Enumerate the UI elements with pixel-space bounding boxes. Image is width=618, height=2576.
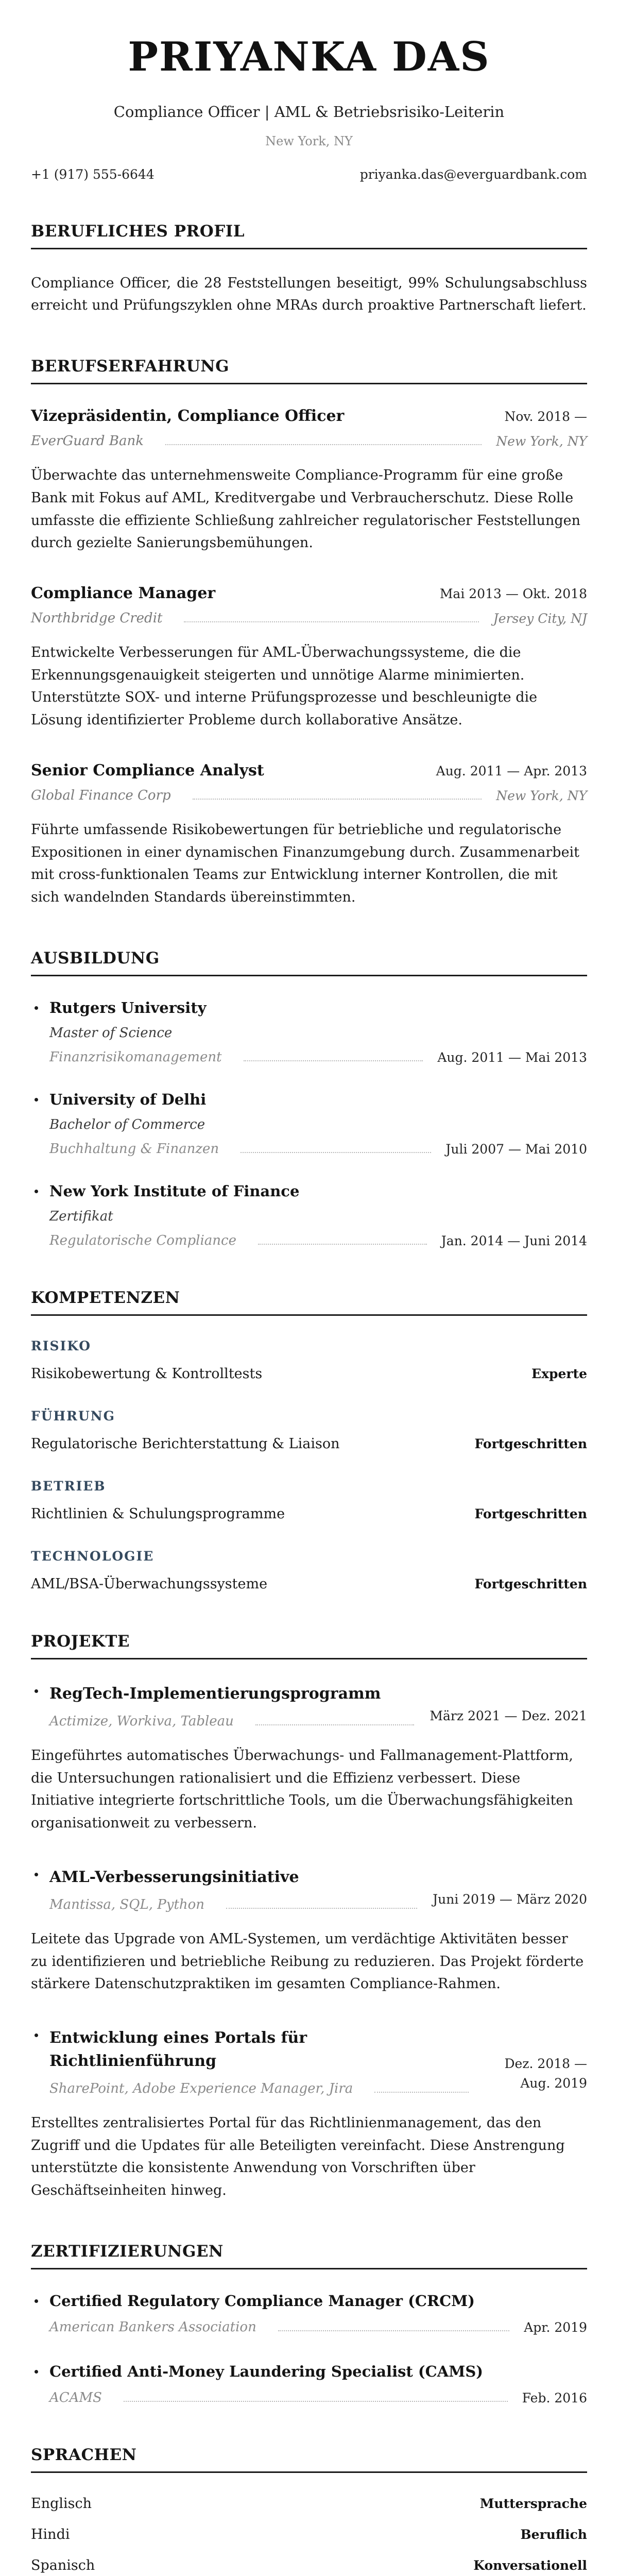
dotted-leader (255, 1724, 414, 1725)
education-school: University of Delhi (49, 1090, 207, 1108)
section-heading-languages: SPRACHEN (31, 2446, 587, 2473)
dotted-leader (244, 1060, 423, 1061)
dotted-leader (374, 2092, 469, 2093)
project-stack-row (49, 2081, 469, 2096)
email-address: priyanka.das@everguardbank.com (359, 166, 587, 182)
person-location: New York, NY (265, 133, 353, 148)
project-stack: Mantissa, SQL, Python (49, 1896, 205, 1912)
skill-category: RISIKO (31, 1338, 92, 1353)
dotted-leader (278, 2330, 509, 2331)
education-field-row (49, 1049, 587, 1065)
project-dates: Juni 2019 — März 2020 (433, 1892, 587, 1907)
job-dates: Mai 2013 — Okt. 2018 (439, 586, 587, 601)
job-location: Jersey City, NJ (493, 611, 587, 626)
education-field: Buchhaltung & Finanzen (49, 1141, 219, 1157)
certification-title: Certified Regulatory Compliance Manager (CRCM) (49, 2292, 475, 2310)
job-title: Vizepräsidentin, Compliance Officer (31, 407, 345, 426)
certification-entry (31, 2363, 587, 2405)
certification-organization: American Bankers Association (49, 2319, 256, 2335)
job-company: Northbridge Credit (31, 611, 163, 626)
skill-group (31, 1479, 587, 1522)
dotted-leader (165, 444, 482, 445)
language-row (31, 2557, 587, 2573)
job-dates: Nov. 2018 — (504, 409, 587, 425)
skill-level: Fortgeschritten (474, 1436, 587, 1451)
person-name: PRIYANKA DAS (128, 33, 490, 80)
skill-row (31, 1506, 587, 1522)
project-title: Entwicklung eines Portals für Richtlinienführung (49, 2029, 307, 2071)
section-education (31, 949, 587, 1248)
job-title: Compliance Manager (31, 584, 216, 602)
job-company-row (31, 611, 587, 626)
education-degree: Zertifikat (49, 1208, 113, 1224)
certification-date: Feb. 2016 (522, 2390, 587, 2405)
certification-org-row (49, 2390, 587, 2405)
language-level: Muttersprache (479, 2496, 587, 2511)
language-row (31, 2527, 587, 2543)
phone-number: +1 (917) 555-6644 (31, 166, 154, 182)
job-company: EverGuard Bank (31, 433, 144, 449)
language-row (31, 2496, 587, 2512)
contact-row (31, 167, 587, 182)
project-main (31, 2026, 469, 2096)
language-level: Konversationell (473, 2557, 587, 2573)
education-field: Finanzrisikomanagement (49, 1049, 222, 1065)
project-head (31, 1682, 587, 1729)
job-title: Senior Compliance Analyst (31, 761, 264, 779)
skill-level: Experte (531, 1366, 587, 1381)
skill-name: Richtlinien & Schulungsprogramme (31, 1505, 285, 1522)
skill-group (31, 1338, 587, 1382)
job-location: New York, NY (496, 434, 587, 449)
certification-date: Apr. 2019 (524, 2319, 587, 2335)
section-heading-profile: BERUFLICHES PROFIL (31, 222, 587, 249)
section-heading-projects: PROJEKTE (31, 1632, 587, 1659)
skill-name: Risikobewertung & Kontrolltests (31, 1365, 263, 1382)
project-head (31, 1866, 587, 1912)
project-description: Eingeführtes automatisches Überwachungs- und Fallmanagement-Plattform, die Untersuchungen rationalisiert und die Effizienz verbessert. Diese Initiative integrierte fortschrittliche Tools, um die Überwachungsfähigkeiten organisationweit zu verbessern. (31, 1747, 574, 1832)
job-entry (31, 584, 587, 732)
job-description: Entwickelte Verbesserungen für AML-Überwachungssysteme, die die Erkennungsgenauigkeit steigerten und unnötige Alarme minimierten. Unterstützte SOX- und interne Prüfungsprozesse und beschleunigte die Lösung identifizierter Probleme durch kollaborative Ansätze. (31, 645, 538, 728)
skill-category: BETRIEB (31, 1478, 106, 1494)
language-name: Englisch (31, 2495, 92, 2512)
section-heading-education: AUSBILDUNG (31, 949, 587, 976)
skill-group (31, 1549, 587, 1592)
education-dates: Aug. 2011 — Mai 2013 (437, 1049, 587, 1065)
project-title: AML-Verbesserungsinitiative (49, 1868, 299, 1886)
person-title: Compliance Officer | AML & Betriebsrisiko-Leiterin (113, 103, 505, 121)
skill-row (31, 1366, 587, 1382)
skill-level: Fortgeschritten (474, 1576, 587, 1591)
dotted-leader (124, 2401, 508, 2402)
education-school: New York Institute of Finance (49, 1182, 300, 1200)
section-profile (31, 222, 587, 317)
education-degree: Master of Science (49, 1025, 173, 1041)
section-heading-certifications: ZERTIFIZIERUNGEN (31, 2242, 587, 2269)
education-school: Rutgers University (49, 998, 207, 1016)
dotted-leader (193, 799, 482, 800)
skill-row (31, 1436, 587, 1452)
dotted-leader (241, 1152, 431, 1153)
education-dates: Jan. 2014 — Juni 2014 (441, 1233, 587, 1248)
section-languages (31, 2446, 587, 2576)
skill-level: Fortgeschritten (474, 1506, 587, 1521)
job-description: Überwachte das unternehmensweite Compliance-Programm für eine große Bank mit Fokus auf AML, Kreditvergabe und Verbraucherschutz. Diese Rolle umfasste die effiziente Schließung zahlreicher regulatorischer Feststellungen durch gezielte Sanierungsbemühungen. (31, 467, 581, 551)
project-dates: Dez. 2018 — Aug. 2019 (504, 2056, 587, 2091)
education-entry (31, 1182, 587, 1248)
skill-category: TECHNOLOGIE (31, 1548, 154, 1564)
skill-row (31, 1576, 587, 1592)
skill-name: AML/BSA-Überwachungssysteme (31, 1575, 268, 1592)
job-location: New York, NY (496, 788, 587, 803)
language-name: Hindi (31, 2526, 70, 2543)
education-field: Regulatorische Compliance (49, 1232, 236, 1248)
dotted-leader (258, 1244, 427, 1245)
certification-entry (31, 2292, 587, 2335)
certification-title: Certified Anti-Money Laundering Specialist (CAMS) (49, 2362, 483, 2380)
certification-organization: ACAMS (49, 2389, 102, 2405)
certification-org-row (49, 2319, 587, 2335)
job-head-row (31, 584, 587, 602)
education-field-row (49, 1141, 587, 1157)
education-degree: Bachelor of Commerce (49, 1116, 205, 1132)
section-projects (31, 1632, 587, 2202)
job-company: Global Finance Corp (31, 787, 171, 803)
section-heading-skills: KOMPETENZEN (31, 1289, 587, 1316)
skill-name: Regulatorische Berichterstattung & Liaison (31, 1435, 340, 1452)
project-stack: Actimize, Workiva, Tableau (49, 1713, 234, 1729)
job-company-row (31, 433, 587, 449)
education-entry (31, 999, 587, 1065)
project-description: Leitete das Upgrade von AML-Systemen, um verdächtige Aktivitäten besser zu identifizieren und betriebliche Reibung zu reduzieren. Das Projekt förderte stärkere Datenschutzpraktiken im gesamten Compliance-Rahmen. (31, 1930, 584, 1992)
project-stack-row (49, 1897, 417, 1912)
project-stack-row (49, 1714, 414, 1729)
education-field-row (49, 1233, 587, 1248)
project-entry (31, 1682, 587, 1835)
job-description: Führte umfassende Risikobewertungen für betriebliche und regulatorische Expositionen in einer dynamischen Finanzumgebung durch. Zusammenarbeit mit cross-funktionalen Teams zur Entwicklung interner Kontrollen, die mit sich wandelnden Standards übereinstimmten. (31, 821, 580, 906)
language-name: Spanisch (31, 2557, 95, 2573)
project-title: RegTech-Implementierungsprogramm (49, 1684, 381, 1703)
job-head-row (31, 761, 587, 779)
skill-group (31, 1409, 587, 1452)
project-head (31, 2026, 587, 2096)
project-dates: März 2021 — Dez. 2021 (430, 1708, 587, 1724)
education-entry (31, 1091, 587, 1157)
job-entry (31, 407, 587, 554)
job-dates: Aug. 2011 — Apr. 2013 (436, 763, 587, 778)
resume-header (31, 33, 587, 182)
project-entry (31, 1866, 587, 1995)
dotted-leader (226, 1908, 417, 1909)
project-main (31, 1682, 414, 1729)
job-entry (31, 761, 587, 909)
section-heading-experience: BERUFSERFAHRUNG (31, 357, 587, 384)
dotted-leader (184, 621, 478, 622)
section-certifications (31, 2242, 587, 2405)
skill-category: FÜHRUNG (31, 1408, 115, 1423)
project-description: Erstelltes zentralisiertes Portal für das Richtlinienmanagement, das den Zugriff und die Updates für alle Beteiligten vereinfacht. Diese Anstrengung unterstützte die konsistente Anwendung von Vorschriften über Geschäftseinheiten hinweg. (31, 2115, 565, 2199)
job-company-row (31, 788, 587, 803)
project-main (31, 1866, 417, 1912)
job-head-row (31, 407, 587, 425)
project-stack: SharePoint, Adobe Experience Manager, Jira (49, 2081, 353, 2097)
language-level: Beruflich (520, 2527, 587, 2542)
project-entry (31, 2026, 587, 2202)
section-experience (31, 357, 587, 909)
profile-text: Compliance Officer, die 28 Feststellungen beseitigt, 99% Schulungsabschluss erreicht und Prüfungszyklen ohne MRAs durch proaktive Partnerschaft liefert. (31, 275, 587, 314)
education-dates: Juli 2007 — Mai 2010 (445, 1141, 587, 1157)
section-skills (31, 1289, 587, 1592)
